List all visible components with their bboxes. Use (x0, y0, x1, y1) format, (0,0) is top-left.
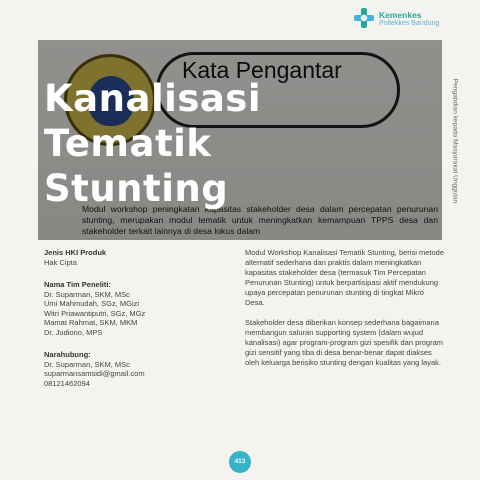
description-paragraph: Modul Workshop Kanalisasi Tematik Stunting, berisi metode alternatif sederhana dan praktis dalam meningkatkan kapasitas stakeholder desa (termasuk Tim Percepatan Penurunan Stunting) untuk berpartisipasi aktif mendukung upaya percepatan penurunan stunting di tingkat Mikro Desa. (245, 248, 444, 307)
title-line1: Kanalisasi (44, 77, 262, 120)
logo-line2: Poltekkes Bandung (379, 20, 440, 27)
hki-block (44, 248, 244, 267)
kemenkes-logo (353, 7, 453, 33)
team-member: Dr. Suparman, SKM, MSc (44, 289, 130, 299)
contact-phone: 08121462094 (44, 378, 90, 388)
hero-heading: Kata Pengantar (182, 57, 342, 83)
kemenkes-logo-icon (353, 7, 375, 29)
team-member: Mamat Rahmat, SKM, MKM (44, 318, 138, 327)
info-column (44, 248, 244, 401)
hero-body-text: Modul workshop peningkatan kapasitas stakeholder desa dalam percepatan penurunan stunting, merupakan modul tematik untuk meningkatkan kemampuan TPPS desa dan stakeholder terkait lainnya di desa lokus dalam (82, 204, 438, 236)
team-member: Dr. Judiono, MPS (44, 327, 103, 337)
title-line2: Tematik (44, 122, 212, 165)
contact-block (44, 350, 244, 388)
contact-label: Narahubung: (44, 350, 91, 359)
team-member: Witri Priawantiputri, SGz, MGz (44, 308, 146, 318)
team-label: Nama Tim Peneliti: (44, 280, 111, 289)
team-block (44, 280, 244, 337)
description-column (245, 248, 445, 378)
page-title (44, 76, 261, 211)
side-label (450, 44, 460, 238)
team-member: Umi Mahmudah, SGz, MGizi (44, 299, 140, 308)
side-label-text: Pengabdian kepada Masyarakat Unggulan (451, 78, 459, 204)
contact-email: suparmansamsidi@gmail.com (44, 369, 145, 378)
hki-label: Jenis HKI Produk (44, 248, 107, 257)
page-number-badge: 413 (229, 451, 251, 473)
logo-line1: Kemenkes (379, 10, 422, 20)
description-paragraph: Stakeholder desa diberikan konsep sederhana bagaimana membangun saluran supporting system (dalam wujud kanalisasi) agar program-program gizi spesifik dan program gizi sensitif yang tiba di desa benar-benar dapat diakses oleh keluarga berisiko stunting dengan kualitas yang layak. (245, 318, 443, 367)
hki-value: Hak Cipta (44, 257, 77, 267)
title-line3: Stunting (44, 167, 229, 210)
contact-name: Dr. Suparman, SKM, MSc (44, 359, 130, 369)
